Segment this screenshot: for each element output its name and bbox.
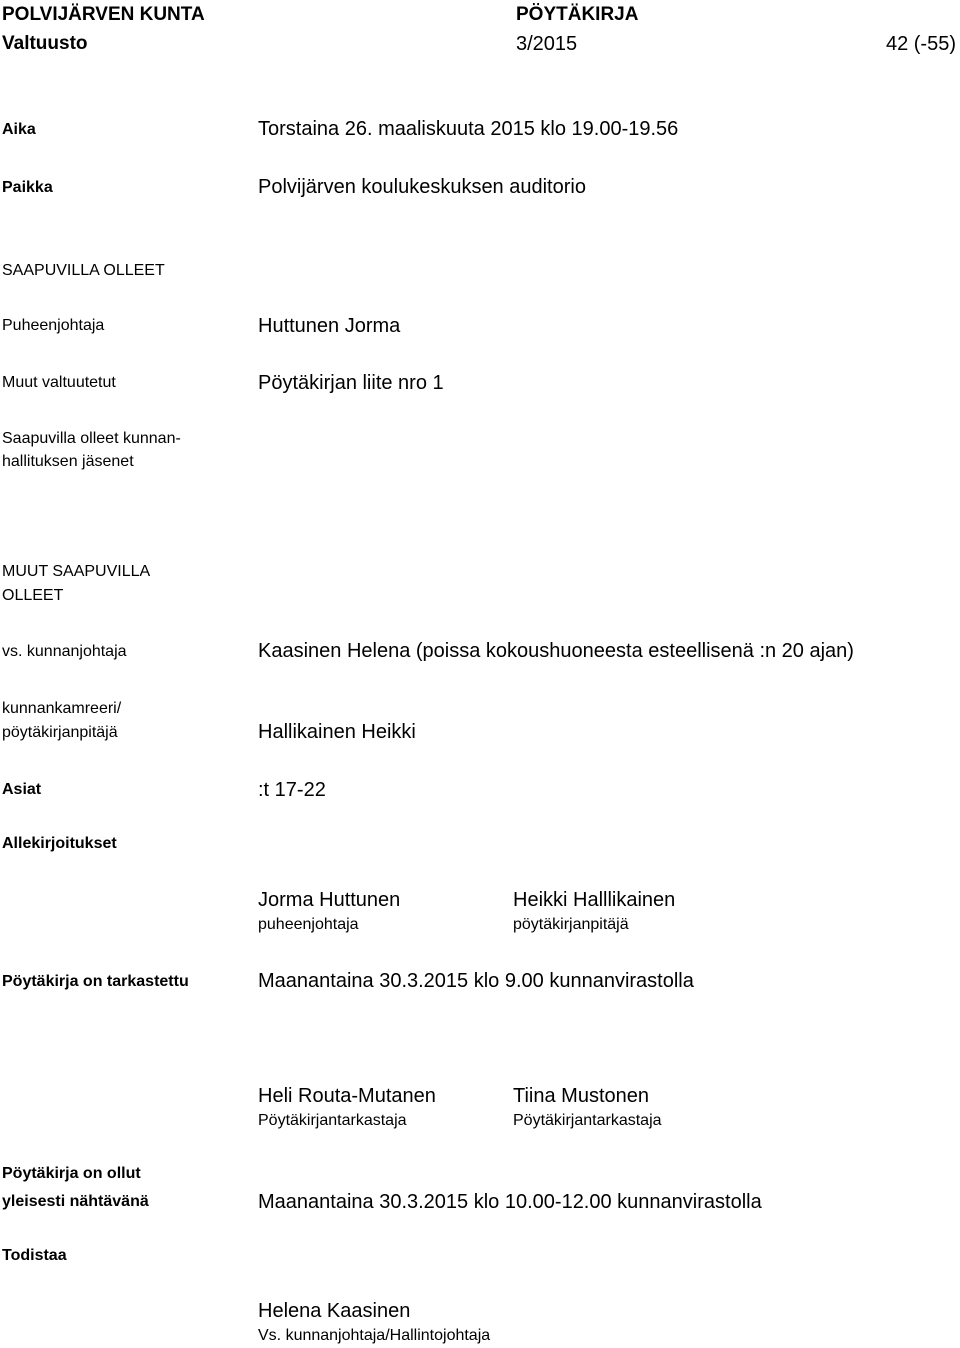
checked-label: Pöytäkirja on tarkastettu bbox=[2, 973, 189, 990]
place-value: Polvijärven koulukeskuksen auditorio bbox=[258, 176, 586, 198]
checker2-name: Tiina Mustonen bbox=[513, 1085, 649, 1107]
place-label: Paikka bbox=[2, 179, 53, 196]
certifier-name: Helena Kaasinen bbox=[258, 1300, 411, 1322]
other-present-heading-line2: OLLEET bbox=[2, 587, 64, 604]
organization-name: POLVIJÄRVEN KUNTA bbox=[2, 4, 205, 25]
others-label: Muut valtuutetut bbox=[2, 374, 116, 391]
checker1-name: Heli Routa-Mutanen bbox=[258, 1085, 436, 1107]
items-label: Asiat bbox=[2, 781, 42, 798]
checked-value: Maanantaina 30.3.2015 klo 9.00 kunnanvirastolla bbox=[258, 970, 694, 992]
board-label-line2: hallituksen jäsenet bbox=[2, 453, 134, 470]
signatures-label: Allekirjoitukset bbox=[2, 835, 117, 852]
time-label: Aika bbox=[2, 121, 36, 138]
board-label-line1: Saapuvilla olleet kunnan- bbox=[2, 430, 181, 447]
present-heading: SAAPUVILLA OLLEET bbox=[2, 262, 165, 279]
signer2-name: Heikki Halllikainen bbox=[513, 889, 676, 911]
certify-label: Todistaa bbox=[2, 1247, 67, 1264]
secretary-label-line2: pöytäkirjanpitäjä bbox=[2, 724, 118, 741]
document-type: PÖYTÄKIRJA bbox=[516, 4, 639, 25]
checker2-role: Pöytäkirjantarkastaja bbox=[513, 1112, 662, 1129]
checker1-role: Pöytäkirjantarkastaja bbox=[258, 1112, 407, 1129]
signer1-name: Jorma Huttunen bbox=[258, 889, 401, 911]
items-value: :t 17-22 bbox=[258, 779, 326, 801]
manager-label: vs. kunnanjohtaja bbox=[2, 643, 127, 660]
public-label-line1: Pöytäkirja on ollut bbox=[2, 1165, 141, 1182]
others-value: Pöytäkirjan liite nro 1 bbox=[258, 372, 444, 394]
public-label-line2: yleisesti nähtävänä bbox=[2, 1193, 149, 1210]
chair-value: Huttunen Jorma bbox=[258, 315, 401, 337]
manager-value: Kaasinen Helena (poissa kokoushuoneesta esteellisenä :n 20 ajan) bbox=[258, 640, 854, 662]
meeting-number: 3/2015 bbox=[516, 33, 578, 55]
page-number: 42 (-55) bbox=[885, 33, 956, 55]
public-value: Maanantaina 30.3.2015 klo 10.00-12.00 kunnanvirastolla bbox=[258, 1191, 762, 1213]
signer1-role: puheenjohtaja bbox=[258, 916, 359, 933]
signer2-role: pöytäkirjanpitäjä bbox=[513, 916, 629, 933]
certifier-role: Vs. kunnanjohtaja/Hallintojohtaja bbox=[258, 1327, 491, 1344]
time-value: Torstaina 26. maaliskuuta 2015 klo 19.00-19.56 bbox=[258, 118, 679, 140]
body-name: Valtuusto bbox=[2, 33, 88, 54]
secretary-value: Hallikainen Heikki bbox=[258, 721, 416, 743]
chair-label: Puheenjohtaja bbox=[2, 317, 105, 334]
secretary-label-line1: kunnankamreeri/ bbox=[2, 700, 122, 717]
other-present-heading-line1: MUUT SAAPUVILLA bbox=[2, 563, 151, 580]
